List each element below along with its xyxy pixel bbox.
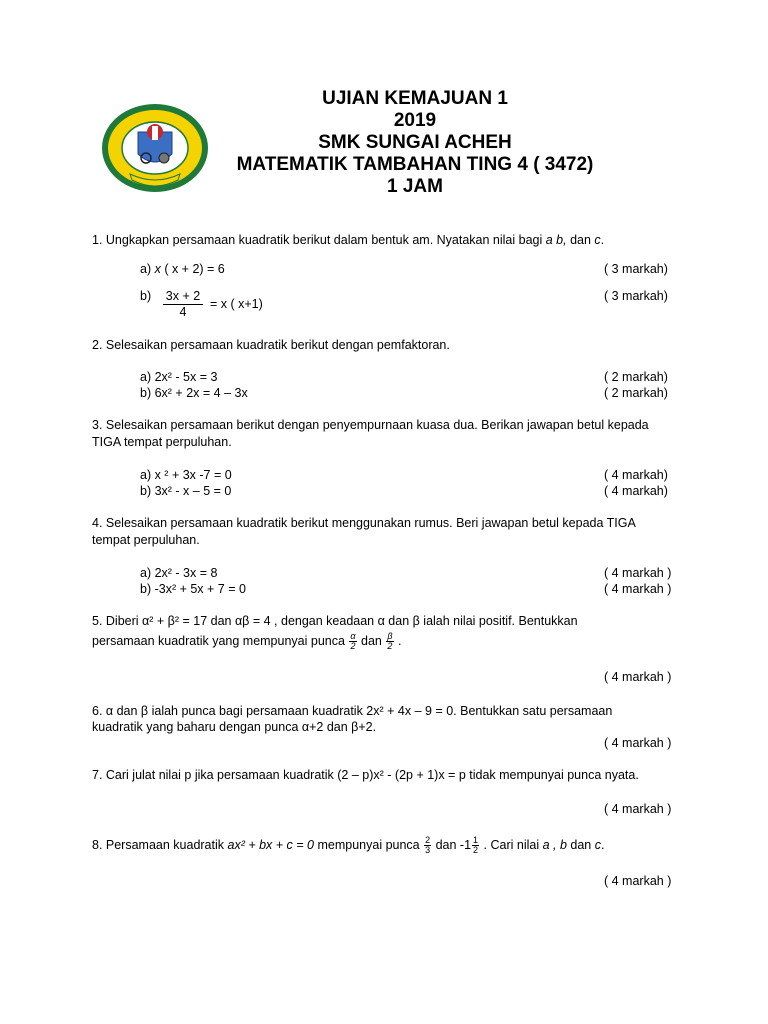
question-8-marks: ( 4 markah ) [604,874,672,888]
question-2a: a) 2x² - 5x = 3 [140,370,218,384]
question-5-line1: 5. Diberi α² + β² = 17 dan αβ = 4 , dengan keadaan α dan β ialah nilai positif. Bentukkan [92,614,578,628]
question-1-end: . [600,233,605,247]
exam-header [210,88,620,198]
question-8-text-4: . Cari nilai [480,837,543,852]
question-8-text-3: dan -1 [432,837,472,852]
question-6-marks: ( 4 markah ) [604,736,672,750]
question-7: 7. Cari julat nilai p jika persamaan kuadratik (2 – p)x² - (2p + 1)x = p tidak mempunyai punca nyata. [92,768,639,782]
question-1b-label: b) [140,289,152,303]
question-3a-marks: ( 4 markah) [604,468,668,482]
question-3b-marks: ( 4 markah) [604,484,668,498]
question-8-fraction-1 [424,836,431,855]
question-8-text-5: dan [566,837,595,852]
question-8-text-2: mempunyai punca [314,837,424,852]
question-7-marks: ( 4 markah ) [604,802,672,816]
fraction-numerator: 2 [425,835,431,845]
question-1a-label: a) [140,262,155,276]
question-8-vars: a , b [542,837,567,852]
question-1b-denominator: 4 [179,305,187,319]
question-6-line2: kuadratik yang baharu dengan punca α+2 dan β+2. [92,720,377,734]
question-6-line1: 6. α dan β ialah punca bagi persamaan kuadratik 2x² + 4x – 9 = 0. Bentukkan satu persamaan [92,704,613,718]
fraction-denominator: 2 [350,641,356,651]
question-1 [92,232,604,249]
question-1a-expr: ( x + 2) = 6 [160,262,225,276]
question-1b-marks: ( 3 markah) [604,289,668,303]
question-1a-marks: ( 3 markah) [604,262,668,276]
question-4b-marks: ( 4 markah ) [604,582,672,596]
question-4a: a) 2x² - 3x = 8 [140,566,218,580]
question-3b: b) 3x² - x – 5 = 0 [140,484,232,498]
question-8-fraction-2 [472,836,479,855]
exam-year: 2019 [393,110,437,131]
fraction-denominator: 3 [425,845,431,855]
question-1-tail: dan [566,233,595,247]
question-1-vars: a b, [545,233,567,247]
question-8-text: 8. Persamaan kuadratik [92,837,228,852]
fraction-numerator: α [350,631,356,641]
question-3a: a) x ² + 3x -7 = 0 [140,468,232,482]
exam-duration: 1 JAM [387,176,443,197]
question-1a [140,261,225,278]
question-1-text: 1. Ungkapkan persamaan kuadratik berikut dalam bentuk am. Nyatakan nilai bagi [92,233,546,247]
question-5-fraction-alpha [349,632,356,651]
question-4-line2: tempat perpuluhan. [92,533,200,547]
exam-title: UJIAN KEMAJUAN 1 [322,88,508,109]
question-5-marks: ( 4 markah ) [604,670,672,684]
school-crest-logo [100,102,210,194]
question-5-fraction-beta [386,632,393,651]
question-8-end: . [600,837,605,852]
question-2a-marks: ( 2 markah) [604,370,668,384]
question-8-var-c: c [594,837,601,852]
fraction-denominator: 2 [387,641,393,651]
question-3-line1: 3. Selesaikan persamaan berikut dengan penyempurnaan kuasa dua. Berikan jawapan betul kepada [92,418,649,432]
question-5-text: persamaan kuadratik yang mempunyai punca [92,633,349,648]
question-3-line2: TIGA tempat perpuluhan. [92,435,232,449]
question-8 [92,836,604,855]
question-4a-marks: ( 4 markah ) [604,566,672,580]
question-2: 2. Selesaikan persamaan kuadratik berikut dengan pemfaktoran. [92,338,450,352]
question-4b: b) -3x² + 5x + 7 = 0 [140,582,246,596]
question-1b-rhs: = x ( x+1) [210,297,263,311]
fraction-denominator: 2 [473,845,479,855]
fraction-numerator: 1 [473,835,479,845]
question-5-line2 [92,632,401,651]
question-4-line1: 4. Selesaikan persamaan kuadratik berikut menggunakan rumus. Beri jawapan betul kepada TIGA [92,516,636,530]
question-1b-numerator: 3x + 2 [163,289,203,305]
question-2b: b) 6x² + 2x = 4 – 3x [140,386,248,400]
question-8-equation: ax² + bx + c = 0 [227,837,315,852]
question-5-dan: dan [357,633,386,648]
question-1-var-c: c [594,233,601,247]
fraction-numerator: β [387,631,393,641]
school-name: SMK SUNGAI ACHEH [318,132,512,153]
question-2b-marks: ( 2 markah) [604,386,668,400]
subject-name: MATEMATIK TAMBAHAN TING 4 ( 3472) [236,154,594,175]
question-1b-fraction [163,289,203,320]
question-1a-var: x [154,262,161,276]
question-5-end: . [394,633,402,648]
